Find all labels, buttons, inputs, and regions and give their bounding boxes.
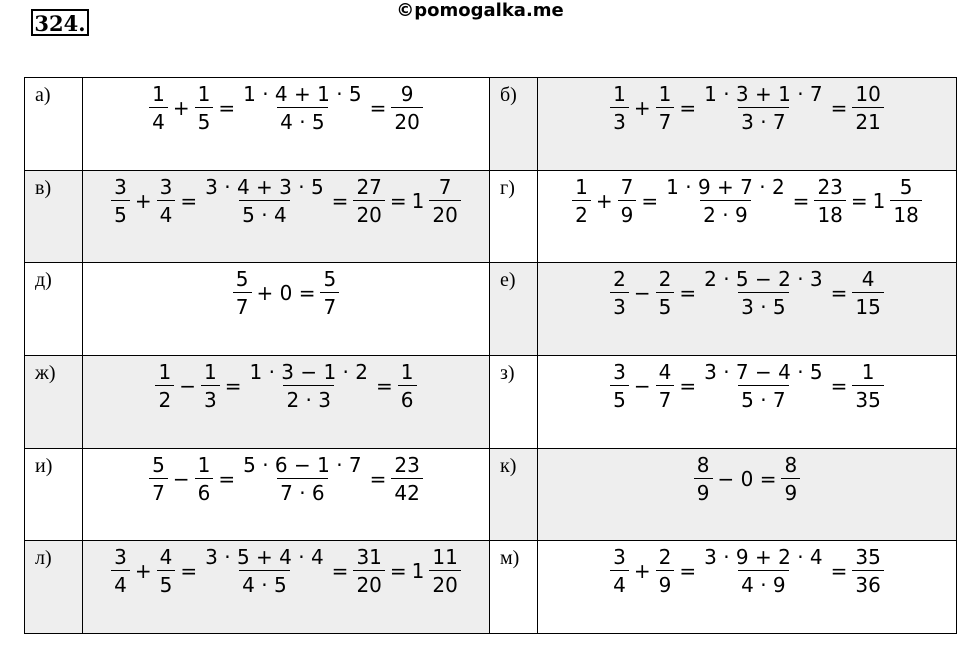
fraction bbox=[852, 82, 883, 134]
operator: = bbox=[369, 96, 387, 120]
denominator: 20 bbox=[353, 200, 384, 227]
numerator: 27 bbox=[356, 174, 382, 199]
solutions-table bbox=[24, 77, 957, 634]
numerator: 3 bbox=[114, 174, 127, 199]
whole-part: 1 bbox=[411, 559, 425, 584]
numerator: 3 · 7 − 4 · 5 bbox=[704, 359, 823, 384]
numerator: 1 bbox=[152, 82, 165, 106]
item-label: и) bbox=[25, 448, 83, 541]
fraction-expression bbox=[692, 453, 802, 505]
fraction bbox=[610, 545, 629, 597]
fraction-expression bbox=[608, 82, 886, 134]
numerator: 5 · 6 − 1 · 7 bbox=[243, 452, 362, 477]
item-label: к) bbox=[490, 448, 538, 541]
numerator: 3 · 4 + 3 · 5 bbox=[205, 174, 324, 199]
operator: = bbox=[376, 373, 393, 398]
numerator: 2 bbox=[658, 545, 672, 570]
fraction bbox=[610, 267, 629, 319]
denominator: 4 bbox=[149, 107, 168, 134]
operator: = bbox=[679, 373, 697, 398]
whole-part: 1 bbox=[872, 188, 886, 213]
operator: = bbox=[331, 188, 349, 213]
denominator: 7 · 6 bbox=[277, 478, 328, 505]
item-expression-cell bbox=[538, 355, 957, 448]
operator: + bbox=[134, 188, 152, 213]
fraction bbox=[155, 360, 174, 412]
operator: = bbox=[224, 373, 242, 398]
denominator: 7 bbox=[656, 385, 675, 412]
item-expression-cell bbox=[83, 170, 490, 263]
table-row bbox=[25, 263, 957, 356]
operator: = bbox=[679, 281, 697, 306]
fraction bbox=[202, 175, 327, 227]
fraction bbox=[701, 267, 826, 319]
numerator: 8 bbox=[696, 452, 710, 477]
denominator: 5 bbox=[610, 385, 629, 412]
numerator: 2 bbox=[658, 267, 672, 292]
fraction bbox=[246, 360, 371, 412]
watermark: ©pomogalka.me bbox=[396, 0, 564, 21]
fraction bbox=[201, 360, 220, 412]
denominator: 20 bbox=[429, 570, 460, 597]
operator: = bbox=[369, 466, 387, 491]
denominator: 7 bbox=[320, 292, 339, 319]
item-label: з) bbox=[490, 355, 538, 448]
fraction bbox=[195, 82, 214, 134]
fraction bbox=[157, 175, 176, 227]
numerator: 7 bbox=[438, 174, 452, 199]
numerator: 5 bbox=[323, 267, 337, 292]
denominator: 7 bbox=[233, 292, 252, 319]
denominator: 5 · 7 bbox=[738, 385, 789, 412]
operator: − bbox=[179, 373, 196, 398]
fraction bbox=[149, 82, 168, 134]
fraction bbox=[814, 175, 845, 227]
operator: = bbox=[389, 559, 407, 584]
operator: = bbox=[641, 188, 659, 213]
denominator: 9 bbox=[694, 478, 713, 505]
problem-number: 324. bbox=[31, 9, 89, 36]
table-row bbox=[25, 541, 957, 634]
fraction bbox=[610, 360, 629, 412]
numerator: 5 bbox=[152, 452, 165, 477]
denominator: 15 bbox=[852, 292, 883, 319]
item-label: ж) bbox=[25, 355, 83, 448]
numerator: 8 bbox=[784, 452, 798, 477]
fraction-expression bbox=[608, 267, 886, 319]
numerator: 2 bbox=[613, 267, 626, 292]
numerator: 7 bbox=[620, 174, 634, 199]
numerator: 1 · 3 − 1 · 2 bbox=[249, 359, 368, 384]
fraction-expression bbox=[109, 175, 463, 227]
numerator: 35 bbox=[855, 545, 881, 570]
fraction bbox=[240, 82, 365, 134]
fraction bbox=[890, 175, 921, 227]
item-expression-cell bbox=[83, 263, 490, 356]
denominator: 5 bbox=[111, 200, 130, 227]
denominator: 2 bbox=[572, 200, 591, 227]
fraction bbox=[429, 545, 460, 597]
fraction bbox=[240, 453, 365, 505]
fraction bbox=[320, 267, 339, 319]
denominator: 9 bbox=[618, 200, 637, 227]
fraction-expression bbox=[231, 267, 341, 319]
denominator: 3 · 5 bbox=[738, 292, 789, 319]
denominator: 9 bbox=[656, 570, 675, 597]
operator: = bbox=[830, 373, 848, 398]
fraction bbox=[353, 545, 384, 597]
denominator: 6 bbox=[195, 478, 214, 505]
denominator: 2 · 9 bbox=[700, 200, 751, 227]
operator: = bbox=[830, 96, 848, 120]
operator: + bbox=[172, 96, 190, 120]
numerator: 1 bbox=[203, 359, 217, 384]
fraction bbox=[656, 545, 675, 597]
item-expression-cell bbox=[538, 541, 957, 634]
table-row bbox=[25, 78, 957, 171]
item-label: м) bbox=[490, 541, 538, 634]
fraction bbox=[202, 545, 327, 597]
item-expression-cell bbox=[83, 448, 490, 541]
fraction bbox=[233, 267, 252, 319]
operator: = bbox=[389, 188, 407, 213]
fraction-expression bbox=[147, 453, 425, 505]
fraction bbox=[656, 360, 675, 412]
denominator: 5 · 4 bbox=[239, 200, 290, 227]
operator: = bbox=[830, 559, 848, 584]
fraction bbox=[353, 175, 384, 227]
numerator: 1 · 4 + 1 · 5 bbox=[243, 82, 362, 106]
fraction bbox=[610, 82, 629, 134]
numerator: 5 bbox=[899, 174, 913, 199]
fraction bbox=[701, 360, 826, 412]
fraction-expression bbox=[109, 545, 463, 597]
item-expression-cell bbox=[83, 78, 490, 171]
numerator: 1 bbox=[613, 82, 626, 106]
fraction bbox=[852, 545, 883, 597]
operator: = bbox=[180, 559, 198, 584]
fraction bbox=[572, 175, 591, 227]
numerator: 4 bbox=[658, 359, 672, 384]
denominator: 9 bbox=[781, 478, 800, 505]
item-expression-cell bbox=[538, 170, 957, 263]
fraction bbox=[111, 545, 130, 597]
table-row bbox=[25, 448, 957, 541]
item-expression-cell bbox=[83, 355, 490, 448]
numerator: 3 bbox=[613, 545, 626, 570]
denominator: 5 bbox=[157, 570, 176, 597]
fraction bbox=[391, 82, 422, 134]
denominator: 4 · 5 bbox=[239, 570, 290, 597]
numerator: 3 bbox=[159, 174, 173, 199]
fraction-expression bbox=[608, 545, 886, 597]
denominator: 36 bbox=[852, 570, 883, 597]
whole-part: 1 bbox=[411, 188, 425, 213]
operator: = bbox=[679, 559, 697, 584]
operator: − 0 = bbox=[717, 466, 777, 491]
denominator: 6 bbox=[398, 385, 417, 412]
fraction-expression bbox=[147, 82, 425, 134]
fraction-expression bbox=[570, 175, 924, 227]
numerator: 3 · 9 + 2 · 4 bbox=[704, 545, 823, 570]
operator: = bbox=[792, 188, 810, 213]
operator: = bbox=[850, 188, 868, 213]
numerator: 1 · 9 + 7 · 2 bbox=[666, 174, 785, 199]
fraction-expression bbox=[153, 360, 418, 412]
denominator: 20 bbox=[429, 200, 460, 227]
operator: + bbox=[633, 559, 651, 584]
fraction bbox=[391, 453, 422, 505]
denominator: 4 · 9 bbox=[738, 570, 789, 597]
denominator: 20 bbox=[391, 107, 422, 134]
item-label: а) bbox=[25, 78, 83, 171]
item-expression-cell bbox=[538, 263, 957, 356]
denominator: 4 bbox=[157, 200, 176, 227]
operator: = bbox=[218, 466, 236, 491]
denominator: 5 bbox=[656, 292, 675, 319]
denominator: 18 bbox=[814, 200, 845, 227]
denominator: 20 bbox=[353, 570, 384, 597]
denominator: 3 bbox=[610, 107, 629, 134]
denominator: 2 bbox=[155, 385, 174, 412]
denominator: 42 bbox=[391, 478, 422, 505]
numerator: 1 · 3 + 1 · 7 bbox=[704, 82, 823, 106]
operator: − bbox=[633, 373, 651, 398]
denominator: 3 · 7 bbox=[738, 107, 789, 134]
fraction bbox=[852, 267, 883, 319]
fraction bbox=[149, 453, 168, 505]
numerator: 4 bbox=[159, 545, 173, 570]
fraction bbox=[781, 453, 800, 505]
numerator: 1 bbox=[658, 82, 672, 106]
fraction bbox=[701, 545, 826, 597]
operator: = bbox=[331, 559, 349, 584]
numerator: 2 · 5 − 2 · 3 bbox=[704, 267, 823, 292]
fraction bbox=[157, 545, 176, 597]
numerator: 1 bbox=[197, 82, 211, 106]
operator: = bbox=[180, 188, 198, 213]
fraction bbox=[195, 453, 214, 505]
fraction bbox=[656, 267, 675, 319]
numerator: 3 · 5 + 4 · 4 bbox=[205, 545, 324, 570]
denominator: 5 bbox=[195, 107, 214, 134]
operator: + bbox=[633, 96, 651, 120]
denominator: 4 bbox=[111, 570, 130, 597]
numerator: 23 bbox=[394, 452, 420, 477]
item-label: е) bbox=[490, 263, 538, 356]
numerator: 23 bbox=[817, 174, 843, 199]
numerator: 1 bbox=[400, 359, 414, 384]
fraction bbox=[701, 82, 826, 134]
denominator: 7 bbox=[656, 107, 675, 134]
table-row bbox=[25, 355, 957, 448]
fraction bbox=[852, 360, 883, 412]
denominator: 2 · 3 bbox=[283, 385, 334, 412]
fraction bbox=[398, 360, 417, 412]
item-expression-cell bbox=[538, 78, 957, 171]
operator: − bbox=[172, 466, 190, 491]
denominator: 3 bbox=[610, 292, 629, 319]
numerator: 4 bbox=[861, 267, 875, 292]
denominator: 4 bbox=[610, 570, 629, 597]
denominator: 18 bbox=[890, 200, 921, 227]
operator: = bbox=[830, 281, 848, 306]
fraction bbox=[694, 453, 713, 505]
numerator: 3 bbox=[613, 359, 626, 384]
fraction bbox=[656, 82, 675, 134]
item-label: г) bbox=[490, 170, 538, 263]
denominator: 7 bbox=[149, 478, 168, 505]
item-label: б) bbox=[490, 78, 538, 171]
item-expression-cell bbox=[538, 448, 957, 541]
operator: + bbox=[134, 559, 152, 584]
denominator: 4 · 5 bbox=[277, 107, 328, 134]
numerator: 1 bbox=[158, 359, 172, 384]
numerator: 1 bbox=[575, 174, 588, 199]
numerator: 11 bbox=[432, 545, 458, 570]
item-label: л) bbox=[25, 541, 83, 634]
fraction bbox=[663, 175, 788, 227]
numerator: 10 bbox=[855, 82, 881, 106]
denominator: 35 bbox=[852, 385, 883, 412]
fraction bbox=[429, 175, 460, 227]
numerator: 5 bbox=[235, 267, 249, 292]
numerator: 3 bbox=[114, 545, 127, 570]
denominator: 3 bbox=[201, 385, 220, 412]
numerator: 1 bbox=[197, 452, 211, 477]
table-row bbox=[25, 170, 957, 263]
numerator: 31 bbox=[356, 545, 382, 570]
fraction bbox=[618, 175, 637, 227]
item-label: д) bbox=[25, 263, 83, 356]
operator: = bbox=[679, 96, 697, 120]
item-expression-cell bbox=[83, 541, 490, 634]
numerator: 1 bbox=[861, 359, 875, 384]
operator: − bbox=[633, 281, 651, 306]
fraction bbox=[111, 175, 130, 227]
fraction-expression bbox=[608, 360, 886, 412]
operator: + 0 = bbox=[256, 281, 316, 306]
numerator: 9 bbox=[400, 82, 414, 106]
operator: + bbox=[595, 188, 613, 213]
denominator: 21 bbox=[852, 107, 883, 134]
operator: = bbox=[218, 96, 236, 120]
item-label: в) bbox=[25, 170, 83, 263]
